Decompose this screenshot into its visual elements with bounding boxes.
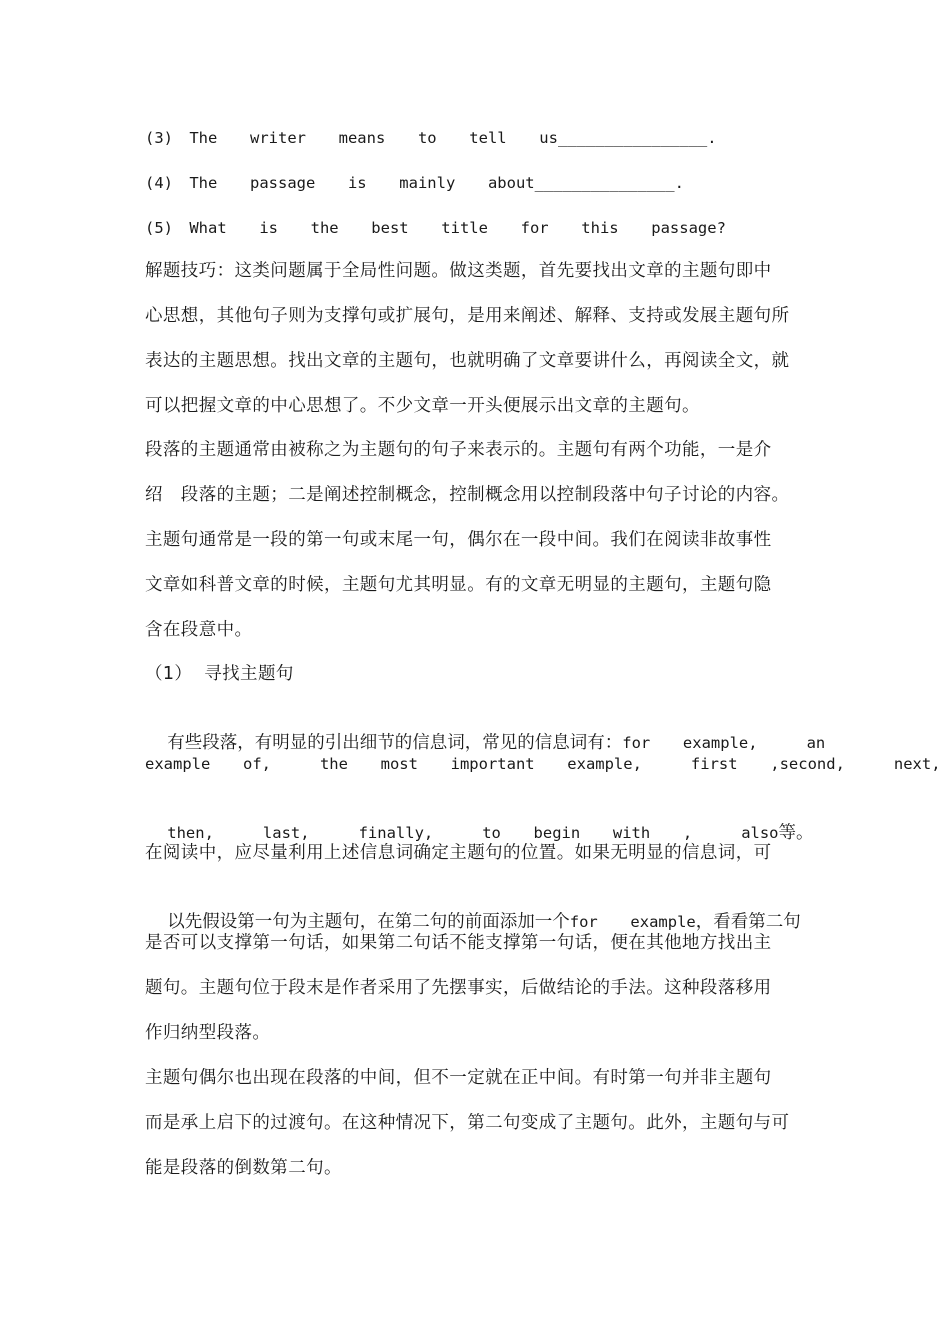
para2-line-1-cn: 有些段落，有明显的引出细节的信息词，常见的信息词有： — [167, 733, 623, 753]
tips-line-2: 心思想，其他句子则为支撑句或扩展句，是用来阐述、解释、支持或发展主题句所 — [145, 306, 790, 326]
para1-line-4: 文章如科普文章的时候，主题句尤其明显。有的文章无明显的主题句，主题句隐 — [145, 575, 772, 595]
tips-line-4: 可以把握文章的中心思想了。不少文章一开头便展示出文章的主题句。 — [145, 396, 700, 416]
para2-line-3-en: then, last, finally, to begin with , also — [167, 824, 779, 842]
tips-line-3: 表达的主题思想。找出文章的主题句，也就明确了文章要讲什么，再阅读全文，就 — [145, 351, 790, 371]
para2-line-3 — [145, 797, 825, 843]
para3-line-2 — [145, 886, 825, 932]
question-5: (5) What is the best title for this passage? — [145, 219, 726, 237]
para3-line-5: 作归纳型段落。 — [145, 1023, 271, 1043]
question-4: (4) The passage is mainly about_______________. — [145, 174, 684, 192]
para4-line-2: 而是承上启下的过渡句。在这种情况下，第二句变成了主题句。此外，主题句与可 — [145, 1113, 790, 1133]
para3-line-4: 题句。主题句位于段末是作者采用了先摆事实，后做结论的手法。这种段落移用 — [145, 978, 772, 998]
para4-line-3: 能是段落的倒数第二句。 — [145, 1158, 342, 1178]
para2-line-1-en: for example, an — [622, 734, 826, 752]
para3-line-2-cn-b: ，看看第二句 — [695, 912, 801, 932]
para3-line-3: 是否可以支撑第一句话，如果第二句话不能支撑第一句话，便在其他地方找出主 — [145, 933, 772, 953]
section-heading: （1） 寻找主题句 — [145, 664, 294, 684]
tips-line-1: 解题技巧：这类问题属于全局性问题。做这类题，首先要找出文章的主题句即中 — [145, 261, 772, 281]
para1-line-3: 主题句通常是一段的第一句或末尾一句，偶尔在一段中间。我们在阅读非故事性 — [145, 530, 772, 550]
para2-line-1 — [145, 707, 826, 753]
para1-line-5: 含在段意中。 — [145, 620, 253, 640]
question-3: (3) The writer means to tell us________________. — [145, 129, 717, 147]
para2-line-2: example of, the most important example, first ,second, next, — [145, 755, 941, 773]
para3-line-1: 在阅读中，应尽量利用上述信息词确定主题句的位置。如果无明显的信息词，可 — [145, 843, 772, 863]
para4-line-1: 主题句偶尔也出现在段落的中间，但不一定就在正中间。有时第一句并非主题句 — [145, 1068, 772, 1088]
para1-line-1: 段落的主题通常由被称之为主题句的句子来表示的。主题句有两个功能，一是介 — [145, 440, 772, 460]
para1-line-2: 绍 段落的主题；二是阐述控制概念，控制概念用以控制段落中句子讨论的内容。 — [145, 485, 790, 505]
para2-line-3-cn: 等。 — [778, 823, 814, 843]
para3-line-2-cn-a: 以先假设第一句为主题句，在第二句的前面添加一个 — [167, 912, 570, 932]
para3-line-2-en: for example — [569, 913, 696, 931]
